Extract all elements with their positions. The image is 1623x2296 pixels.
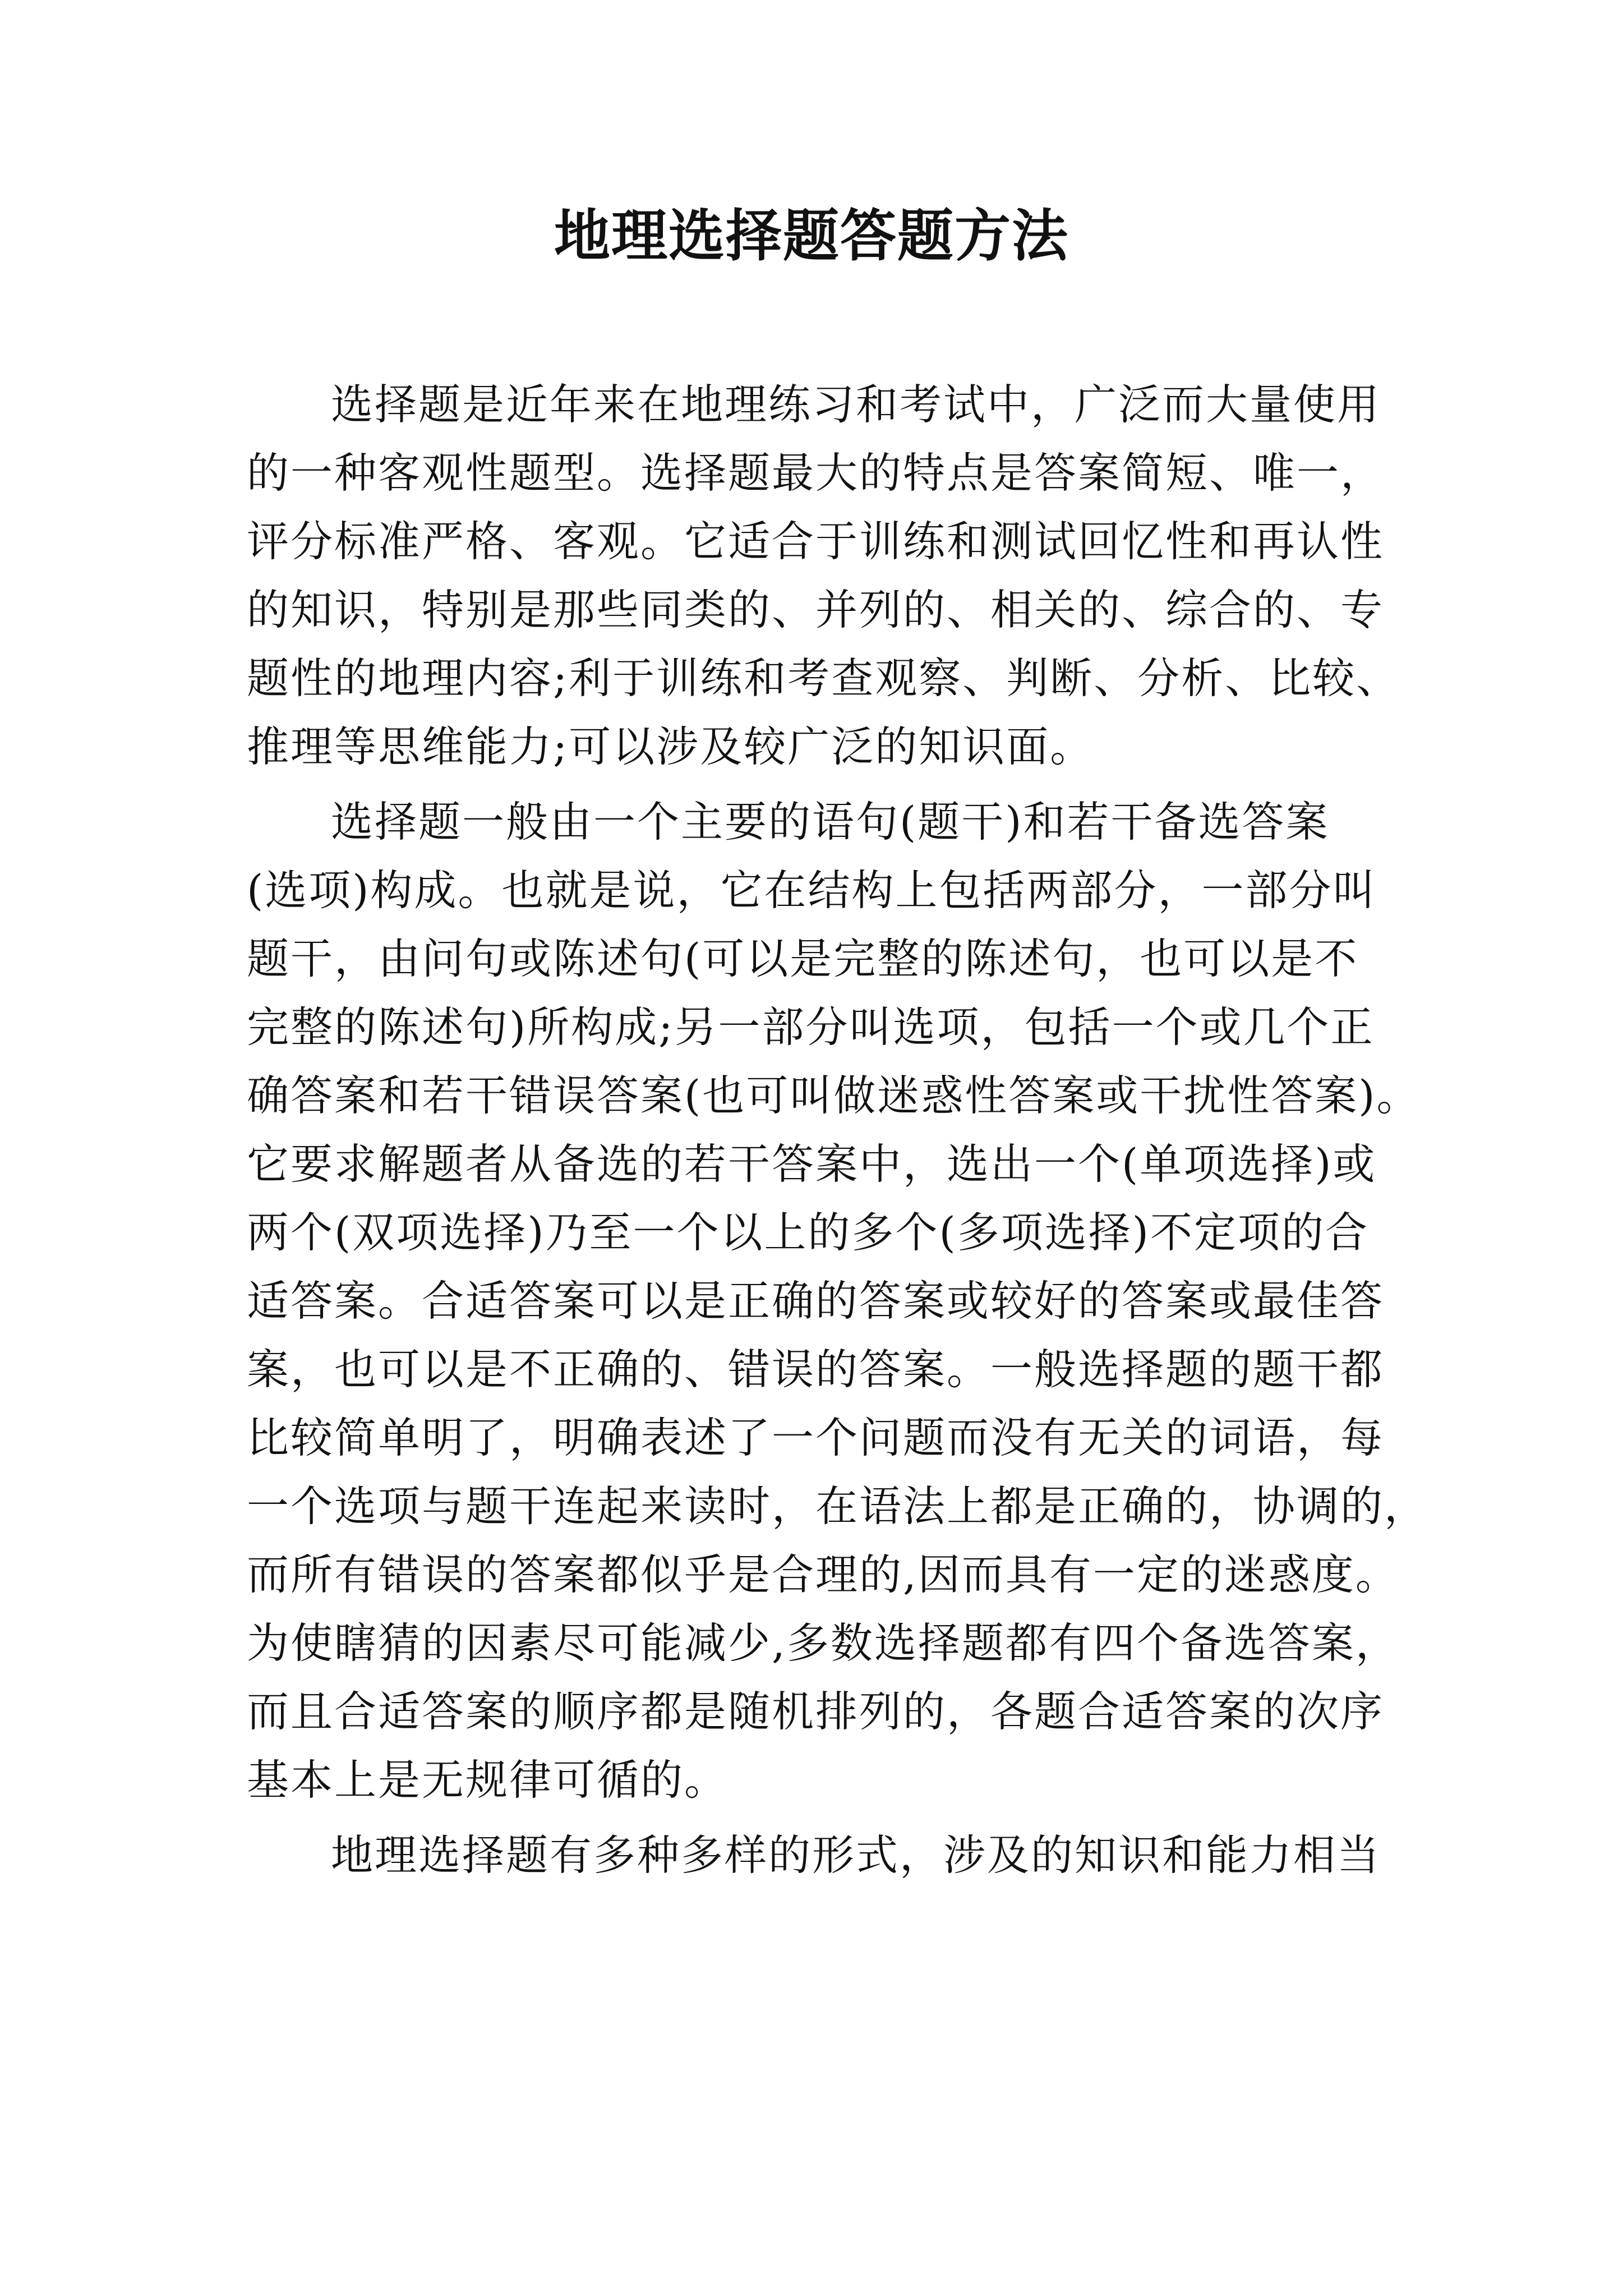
text-line: 的知识，特别是那些同类的、并列的、相关的、综合的、专 (247, 585, 1385, 634)
document-title: 地理选择题答题方法 (554, 203, 1069, 269)
text-line: 题干，由问句或陈述句(可以是完整的陈述句，也可以是不 (247, 934, 1359, 983)
text-line: 的一种客观性题型。选择题最大的特点是答案简短、唯一， (247, 448, 1385, 498)
paragraph-gap (247, 1814, 1385, 1821)
paragraph (247, 1821, 1385, 1889)
document-body (247, 370, 1428, 1889)
paragraph (247, 370, 1400, 781)
text-line: (选项)构成。也就是说，它在结构上包括两部分，一部分叫 (247, 866, 1377, 915)
text-line: 完整的陈述句)所构成;另一部分叫选项，包括一个或几个正 (247, 1002, 1375, 1052)
text-line: 比较简单明了，明确表述了一个问题而没有无关的词语，每 (247, 1413, 1385, 1462)
text-line: 它要求解题者从备选的若干答案中，选出一个(单项选择)或 (247, 1139, 1377, 1189)
paragraph-gap (247, 781, 1385, 788)
text-line: 而所有错误的答案都似乎是合理的,因而具有一定的迷惑度。 (247, 1550, 1399, 1599)
text-line: 两个(双项选择)乃至一个以上的多个(多项选择)不定项的合 (247, 1208, 1370, 1257)
text-line: 而且合适答案的顺序都是随机排列的，各题合适答案的次序 (247, 1687, 1385, 1736)
text-line: 选择题一般由一个主要的语句(题干)和若干备选答案 (331, 797, 1330, 846)
paragraph (247, 788, 1428, 1814)
text-line: 一个选项与题干连起来读时，在语法上都是正确的，协调的， (247, 1481, 1428, 1531)
text-line: 题性的地理内容;利于训练和考查观察、判断、分析、比较、 (247, 654, 1400, 703)
text-line: 案，也可以是不正确的、错误的答案。一般选择题的题干都 (247, 1345, 1385, 1394)
text-line: 适答案。合适答案可以是正确的答案或较好的答案或最佳答 (247, 1276, 1385, 1326)
text-line: 地理选择题有多种多样的形式，涉及的知识和能力相当 (331, 1830, 1381, 1880)
text-line: 基本上是无规律可循的。 (247, 1755, 728, 1805)
text-line: 评分标准严格、客观。它适合于训练和测试回忆性和再认性 (247, 517, 1385, 566)
text-line: 推理等思维能力;可以涉及较广泛的知识面。 (247, 722, 1094, 771)
text-line: 为使瞎猜的因素尽可能减少,多数选择题都有四个备选答案， (247, 1618, 1399, 1668)
text-line: 确答案和若干错误答案(也可叫做迷惑性答案或干扰性答案)。 (247, 1071, 1421, 1120)
text-line: 选择题是近年来在地理练习和考试中，广泛而大量使用 (331, 380, 1381, 429)
